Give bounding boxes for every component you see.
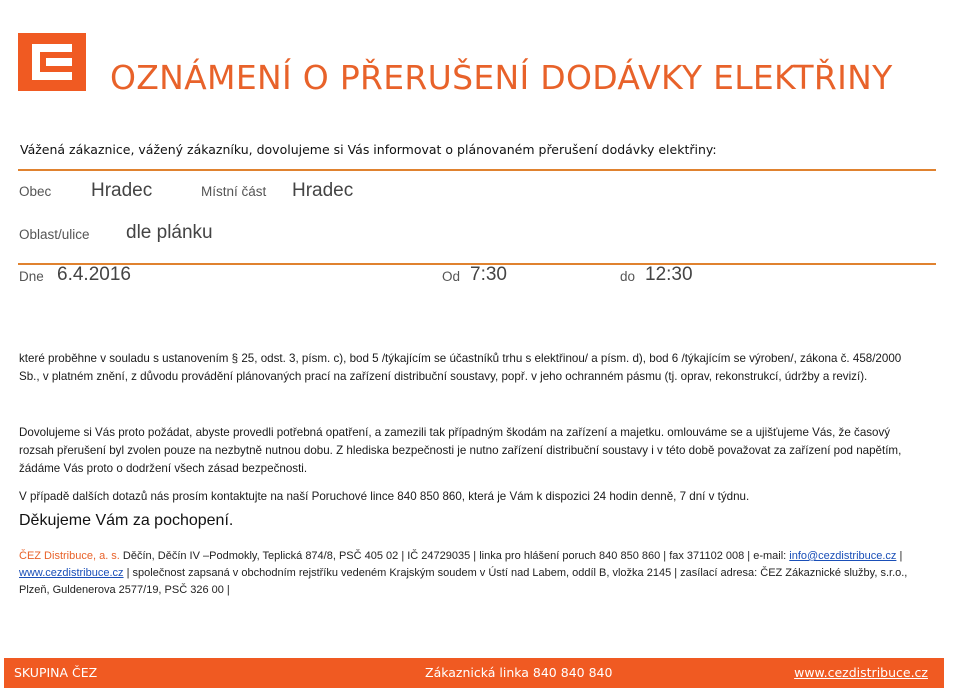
thanks-text: Děkujeme Vám za pochopení. bbox=[19, 512, 234, 529]
oblast-label: Oblast/ulice bbox=[19, 227, 90, 242]
company-info-part3: | společnost zapsaná v obchodním rejstříku vedeném Krajským soudem v Ústí nad Labem, oddíl B, vložka 2145 | zasílací adresa: ČEZ Zákaznické služby, s.r.o., Plzeň, Guldenerova 2577/19, PSČ 326 00 | bbox=[19, 567, 908, 596]
paragraph-safety: Dovolujeme si Vás proto požádat, abyste provedli potřebná opatření, a zamezili tak případným škodám na zařízení a majetku. omlouváme se a ujišťujeme Vás, že časový rozsah přerušení byl zvolen pouze na nezbytně nutnou dobu. Z hlediska bezpečnosti je nutno zařízení distribuční soustavy i v této době považovat za zařízení pod napětím, žádáme Vás proto o dodržení všech zásad bezpečnosti. bbox=[19, 426, 902, 475]
dne-label: Dne bbox=[19, 269, 44, 284]
od-label: Od bbox=[442, 269, 461, 284]
intro-text: Vážená zákaznice, vážený zákazníku, dovolujeme si Vás informovat o plánovaném přerušení dodávky elektřiny: bbox=[20, 142, 717, 157]
obec-value: Hradec bbox=[91, 180, 153, 201]
dne-value: 6.4.2016 bbox=[57, 264, 131, 285]
customer-line: Zákaznická linka 840 840 840 bbox=[425, 665, 613, 680]
obec-label: Obec bbox=[19, 184, 52, 199]
do-value: 12:30 bbox=[645, 264, 693, 285]
bottom-website-link[interactable]: www.cezdistribuce.cz bbox=[794, 665, 928, 680]
company-info-part2: | bbox=[896, 550, 903, 562]
cast-label: Místní část bbox=[201, 184, 267, 199]
cast-value: Hradec bbox=[292, 180, 354, 201]
bottom-bar bbox=[4, 658, 944, 688]
od-value: 7:30 bbox=[470, 264, 507, 285]
email-link[interactable]: info@cezdistribuce.cz bbox=[789, 550, 897, 562]
group-label: SKUPINA ČEZ bbox=[14, 665, 98, 680]
website-link[interactable]: www.cezdistribuce.cz bbox=[19, 567, 124, 579]
cez-logo-icon bbox=[18, 33, 86, 91]
company-info-part1: Děčín, Děčín IV –Podmokly, Teplická 874/8, PSČ 405 02 | IČ 24729035 | linka pro hlášení poruch 840 850 860 | fax 371102 008 | e-mail: bbox=[119, 550, 790, 562]
company-name: ČEZ Distribuce, a. s. bbox=[19, 550, 120, 562]
oblast-value: dle plánku bbox=[126, 222, 213, 243]
divider-top bbox=[18, 169, 936, 171]
do-label: do bbox=[620, 269, 636, 284]
company-info bbox=[19, 548, 929, 599]
paragraph-legal: které proběhne v souladu s ustanovením § 25, odst. 3, písm. c), bod 5 /týkajícím se účastníků trhu s elektřinou/ a písm. d), bod 6 /týkajícím se výroben/, zákona č. 458/2000 Sb., v platném znění, z důvodu provádění plánovaných prací na zařízení distribuční soustavy, popř. v jeho ochranném pásmu (tj. oprav, rekonstrukcí, údržby a revizí). bbox=[19, 352, 902, 383]
page-title: OZNÁMENÍ O PŘERUŠENÍ DODÁVKY ELEKTŘINY bbox=[110, 58, 893, 97]
paragraph-contact: V případě dalších dotazů nás prosím kontaktujte na naší Poruchové lince 840 850 860, která je Vám k dispozici 24 hodin denně, 7 dní v týdnu. bbox=[19, 490, 750, 503]
